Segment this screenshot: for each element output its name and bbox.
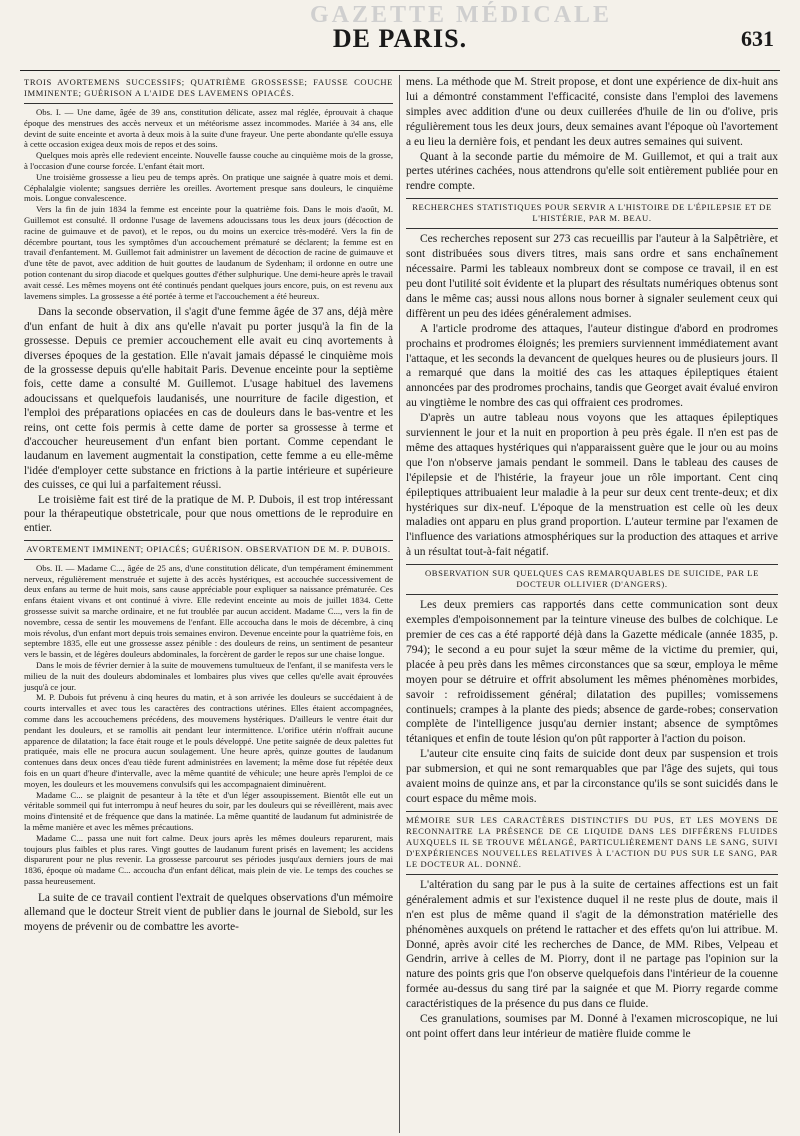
divider (406, 228, 778, 229)
columns (20, 75, 780, 1133)
divider (24, 540, 393, 541)
obs1-text (24, 107, 393, 301)
paragraph: Le troisième fait est tiré de la pratique de M. P. Dubois, il est trop intéressant pour la thérapeutique obstetricale, pour que nous omettions de le reproduire en entier. (24, 493, 393, 535)
section-heading-beau: RECHERCHES STATISTIQUES POUR SERVIR A L'HISTOIRE DE L'ÉPILEPSIE ET DE L'HISTÉRIE, PAR M. BEAU. (412, 202, 772, 224)
section-heading-avortemens: TROIS AVORTEMENS SUCCESSIFS; QUATRIÈME GROSSESSE; FAUSSE COUCHE IMMINENTE; GUÉRISON A L'AIDE DES LAVEMENS OPIACÉS. (24, 77, 393, 98)
paragraph: Madame C... passa une nuit fort calme. Deux jours après les mêmes douleurs reparurent, mais toujours plus faibles et plus rares. Vingt gouttes de laudanum furent prisés en lavement; les accidens disparurent pour ne plus revenir. La grossesse parcourut ses périodes jusqu'aux derniers jours de mai 1836, époque où madame C... accoucha d'un enfant délicat, mais plein de vie. Le temps des couches se passa heureusement. (24, 832, 393, 886)
paragraph: D'après un autre tableau nous voyons que les attaques épileptiques surviennent le jour et la nuit en proportion à peu près égale. Il n'en est pas de même des attaques hystériques qui n'apparaissent guère que le jour ou au moins que l'on n'observe jamais pendant le sommeil. Dans le tableau des causes de l'épilepsie et de l'histérie, la frayeur joue un rôle important. Cent cinq épileptiques attribuaient leur maladie à la peur sur deux cent trente-deux; et dix hystériques sur dix-neuf. L'époque de la menstruation est celle où les deux maladies ont apparu en plus grand proportion. L'auteur termine par l'examen de l'influence des variations atmosphériques sur la production des attaques et arrive à un résultat tout-à-fait négatif. (406, 412, 778, 559)
paragraph: Ces recherches reposent sur 273 cas recueillis par l'auteur à la Salpêtrière, et sont distribuées sous divers titres, mais sans ordre et sans enchaînement nécessaire. Parmi les tableaux nombreux dont se compose ce travail, il en est peu dont l'utilité soit évidente et la plupart des résultats numériques obtenus sont dans le même cas; aussi nous allons nous borner à signaler seulement ceux qui diffèrent un peu des idées généralement admises. (406, 233, 778, 320)
donne-text (406, 878, 778, 1042)
paragraph: Madame C... se plaignit de pesanteur à la tête et d'un léger assoupissement. Bientôt elle eut un véritable sommeil qui fut interrompu à neuf heures du soir, par les douleurs qui se réveillèrent, mais avec moins d'intensité et de fréquence que dans la matinée. La même quantité de laudanum fut administrée de la même manière et avec les mêmes précautions. (24, 789, 393, 832)
divider (406, 564, 778, 565)
divider (406, 874, 778, 875)
section-heading-dubois: AVORTEMENT IMMINENT; OPIACÉS; GUÉRISON. OBSERVATION DE M. P. DUBOIS. (26, 543, 391, 554)
paragraph: Obs. II. — Madame C..., âgée de 25 ans, d'une constitution délicate, d'un tempérament éminemment nerveux, régulièrement menstruée et sujette à des accès hystériques, est accouchée successivement de deux enfans au terme de huit mois, sans cause appréciable pour expliquer sa naissance prématurée. Ces enfans étaient vivans et ont continué à vivre. Elle redevint enceinte au mois de juillet 1834. Cette grossesse suivit sa marche ordinaire, et ne fut troublée par aucun accident. Madame C..., vers la fin de novembre, cessa de sentir les mouvemens de l'enfant. Elle accoucha dans le mois de décembre, à cinq mois révolus, d'un enfant mort depuis trois semaines environ. Devenue enceinte pour la quatrième fois, en septembre 1835, elle eut une grossesse assez pénible : des douleurs de reins, un sentiment de pesanteur vers le bassin, et de légères douleurs abdominales, la forcèrent de garder le repos sur une chaise longue. (24, 562, 393, 660)
paragraph: A l'article prodrome des attaques, l'auteur distingue d'abord en prodromes prochains et prodromes éloignés; les premiers surviennent immédiatement avant l'attaque, et les seconds la devancent de quelques heures ou de plusieurs jours. Il a remarqué que dans la moitié des cas les attaques épileptiques étaient annoncées par des prodromes prochains, tandis que Georget avait évalué environ au vingtième le nombre des cas qui offraient ces prodromes. (406, 322, 778, 410)
streit-text (24, 891, 393, 934)
paragraph: mens. La méthode que M. Streit propose, et dont une expérience de dix-huit ans lui a démontré constamment l'efficacité, consiste dans l'emploi des lavemens simples avec addition d'une ou deux cuillerées d'huile de lin ou d'olive, pris régulièrement tous les deux jours, deux semaines avant l'époque où l'avortement a eu lieu la dernière fois, et pendant les deux autres semaines qui suivent. (406, 76, 778, 148)
beau-text (406, 232, 778, 560)
ollivier-text (406, 598, 778, 807)
divider (24, 103, 393, 104)
divider (24, 559, 393, 560)
paragraph: Quelques mois après elle redevient enceinte. Nouvelle fausse couche au cinquième mois de la grosse, à l'occasion d'une course forcée. L'enfant était mort. (24, 150, 393, 171)
paragraph: Obs. I. — Une dame, âgée de 39 ans, constitution délicate, assez mal réglée, éprouvait à chaque époque des menstrues des accès nerveux et un météorisme assez incommodes. Mariée à 34 ans, elle devint de suite enceinte et avorta à deux mois à la suite d'une frayeur. Une perte abondante qu'elle essuya à cette occasion exigea deux mois de repos et des soins. (24, 107, 393, 150)
section-heading-donne: MÉMOIRE SUR LES CARACTÈRES DISTINCTIFS DU PUS, ET LES MOYENS DE RECONNAITRE LA PRÉSENCE DE CE LIQUIDE DANS LES DIFFÉRENS FLUIDES AUXQUELS IL SE TROUVE MÉLANGÉ, PARTICULIÈREMENT DANS LE SANG, SUIVI D'EXPÉRIENCES NOUVELLES RELATIVES À L'ACTION DU PUS SUR LE SANG, PAR LE DOCTEUR AL. DONNÉ. (406, 814, 778, 869)
paragraph: M. P. Dubois fut prévenu à cinq heures du matin, et à son arrivée les douleurs se succédaient à de courts intervalles et avec tous les caractères des contractions utérines. Elles étaient accompagnées, comme dans les accouchemens précédens, des mouvemens hystériques. D'ailleurs le ventre était dur pendant les douleurs, et se ramollis ait pendant leur intermittence. L'orifice utérin n'offrait aucune apparence de dilatation; la face était rouge et le pouls développé. Une petite saignée de deux palettes fut pratiquée, mais elle ne procura aucun soulagement. Une heure après, quinze gouttes de laudanum contenues dans deux onces d'eau tiède furent administrées en lavement; la même dose fut répétée deux fois en un quart d'heure d'intervalle, avec la même quantité de véhicule; une heure après l'emploi de ce moyen, les douleurs et les mouvemens convulsifs qui les accompagnaient diminuèrent. (24, 692, 393, 789)
journal-title: DE PARIS. (332, 24, 468, 53)
paragraph: Ces granulations, soumises par M. Donné à l'examen microscopique, ne lui ont point offert dans leur intérieur de matière fluide comme le (406, 1013, 778, 1040)
paragraph: Dans la seconde observation, il s'agit d'une femme âgée de 37 ans, déjà mère d'un enfant de huit à dix ans qu'elle n'avait pu porter jusqu'à la fin de la grossesse. Depuis ce premier accouchement elle avait eu cinq avortements à diverses époques de la gestation. Elle n'avait jamais dépassé le cinquième mois de la grossesse depuis qu'elle habitait Paris. Devenue enceinte pour la septième fois, cette dame a consulté M. Guillemot. L'usage habituel des lavemens adoucissans et quelquefois laudanisés, une nourriture de facile digestion, et l'emploi des préparations opiacées en cas de douleurs dans le bas-ventre et les reins, ont cette fois permis à cette dame de porter sa grossesse à terme et d'accoucher heureusement d'un enfant bien portant. Comme cependant le laudanum en lavement augmentait la constipation, cette femme a eu elle-même l'idée d'employer cette substance en frictions à la partie intérieure et supérieure des cuisses, ce qui lui a parfaitement réussi. (24, 306, 393, 492)
obs2-text (24, 563, 393, 887)
paragraph: Les deux premiers cas rapportés dans cette communication sont deux exemples d'empoisonnement par la teinture vineuse des bulbes de colchique. Le premier de ces cas a été rapporté déjà dans la Gazette médicale (année 1835, p. 794); le second a eu pour sujet la sœur même de la victime du premier, qui, placée à peu près dans les mêmes circonstances que sa sœur, employa le même moyen pour se détruire et offrit absolument les mêmes phénomènes morbides, savoir : refroidissement général; dilatation des pupilles; vomissemens continuels; crampes à la plante des pieds; absence de garde-robes; conservation complète de l'intelligence jusqu'au dernier instant; absence de symptômes tétaniques et enfin de toute lésion qu'on pût rapporter à l'action du poison. (406, 599, 778, 746)
page-header (20, 0, 780, 71)
paragraph: Vers la fin de juin 1834 la femme est enceinte pour la quatrième fois. Dans le mois d'août, M. Guillemot est consulté. Il ordonne l'usage de lavemens adoucissans tous les deux jours (décoction de racine de guimauve et de pavot), et le repos, ou du moins un exercice très-modéré. Vers la fin de décembre pourtant, tous les symptômes d'un accouchement prématuré se déclarent; la femme est en travail d'enfantement. M. Guillemot fait administrer un lavement de décoction de racine de guimauve et d'une tête de pavot, avec addition de huit gouttes de laudanum de Sydenham; il ordonne en outre une potion contenant du sirop diacode et quelques gouttes d'éther sulphurique. Une demi-heure après le travail avait cessé. Les mêmes moyens ont été continués pendant quelques jours encore, puis, on est revenu aux lavemens simples. La grossesse a été portée à terme et l'accouchement a été heureux. (24, 204, 393, 301)
paragraph: Une troisième grossesse a lieu peu de temps après. On pratique une saignée à quatre mois et demi. Céphalalgie violente; sangsues derrière les oreilles. Avortement presque sans douleurs, le cinquième mois. Longue convalescence. (24, 171, 393, 204)
streit-continuation (406, 75, 778, 194)
paragraph: La suite de ce travail contient l'extrait de quelques observations d'un mémoire allemand que le docteur Streit vient de publier dans le journal de Siebold, sur les moyens de prévenir ou de combattre les avorte- (24, 891, 393, 933)
page-number: 631 (741, 26, 774, 51)
paragraph: L'auteur cite ensuite cinq faits de suicide dont deux par suspension et trois par submersion, et qui ne sont remarquables que par l'âge des sujets, qui tous avaient moins de quinze ans, et par la circonstance qu'ils se sont suicidés dans le court espace du même mois. (406, 748, 778, 805)
divider (406, 594, 778, 595)
paragraph: L'altération du sang par le pus à la suite de certaines affections est un fait généralement admis et sur l'existence duquel il ne reste plus de doute, mais il n'en est plus de même quand il s'agit de la démonstration matérielle des phénomènes auxquels on prétend le rattacher et des effets qu'on lui attribue. M. Donné, après avoir cité les recherches de Dance, de MM. Ribes, Velpeau et Gendrin, arrive à celles de M. Piorry, dont il ne partage pas l'opinion sur la nature des points gris que l'on observe quelquefois dans l'intérieur de la couenne formée au-dessus du sang tiré par la saignée et que M. Piorry regarde comme caractéristiques de la présence du pus dans ce fluide. (406, 878, 778, 1011)
header-watermark: GAZETTE MÉDICALE (310, 2, 613, 28)
paragraph: Quant à la seconde partie du mémoire de M. Guillemot, et qui a trait aux pertes utérines cachées, nous attendrons qu'elle soit entièrement publiée pour en rendre compte. (406, 150, 778, 193)
right-column (400, 75, 780, 1133)
left-column (20, 75, 400, 1133)
commentary-text (24, 305, 393, 536)
section-heading-ollivier: OBSERVATION SUR QUELQUES CAS REMARQUABLES DE SUICIDE, PAR LE DOCTEUR OLLIVIER (D'ANGERS). (425, 568, 759, 590)
paragraph: Dans le mois de février dernier à la suite de mouvemens tumultueux de l'enfant, il se manifesta vers le milieu de la nuit des douleurs abdominales et lombaires plus vives que celles qu'elle avait éprouvées jusqu'à ce jour. (24, 660, 393, 692)
divider (406, 811, 778, 812)
divider (406, 198, 778, 199)
